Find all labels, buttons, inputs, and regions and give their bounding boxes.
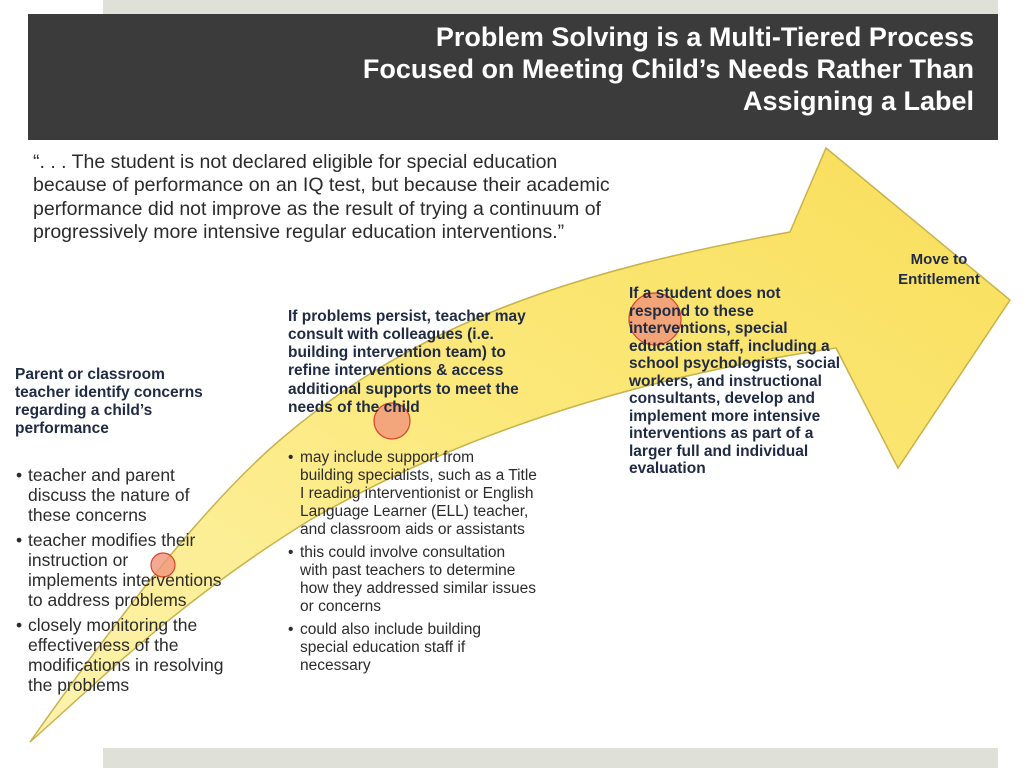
title-line: Focused on Meeting Child’s Needs Rather Than [362,53,974,84]
bullet-line: Language Learner (ELL) teacher, [300,502,529,520]
list-item [16,466,286,525]
bullet-line: modifications in resolving [28,654,224,675]
tier3-heading-line: interventions, special [629,320,788,337]
page-title [74,22,974,118]
tier2-heading-line: needs of the child [288,398,420,416]
tier3-heading-line: respond to these [629,302,754,320]
quote-line: progressively more intensive regular education interventions.” [33,221,565,244]
title-line: Problem Solving is a Multi-Tiered Process [435,22,974,52]
bullet-line: the problems [28,674,130,695]
bullet-line: implements interventions [28,569,222,590]
tier2-bullet-list [288,449,628,680]
tier2-heading-line: If problems persist, teacher may [288,308,526,325]
tier2-heading-line: refine interventions & access [288,362,504,380]
bullet-line: or concerns [300,597,381,615]
bullet-line: and classroom aids or assistants [300,520,525,538]
bullet-line: • closely monitoring the [28,615,198,636]
tier2-heading-line: additional supports to meet the [288,380,519,398]
bullet-line: • may include support from [300,449,475,466]
entitlement-line: Entitlement [898,270,980,288]
tier1-bullet-list [16,466,286,701]
list-item [16,616,286,695]
bullet-line: to address problems [28,589,187,610]
bullet-line: • teacher modifies their [28,530,196,551]
list-item [16,531,286,610]
list-item [288,449,628,539]
tier3-heading-line: larger full and individual [629,442,809,460]
tier1-heading-line: regarding a child’s [15,402,153,420]
bullet-line: • could also include building [300,620,481,638]
tier3-heading-line: education staff, including a [629,337,830,355]
eligibility-quote [33,151,853,245]
bullet-line: I reading interventionist or English [300,484,534,502]
tier2-heading [288,308,618,417]
bullet-line: • teacher and parent [28,465,175,485]
tier2-heading-line: building intervention team) to [288,344,506,362]
tier3-heading-line: workers, and instructional [629,372,822,390]
bullet-line: necessary [300,656,371,674]
tier3-heading-line: consultants, develop and [629,390,816,407]
bullet-line: how they addressed similar issues [300,579,537,597]
title-bar [28,14,998,140]
tier1-heading [15,366,290,439]
bullet-line: • this could involve consultation [300,543,506,561]
tier1-heading-line: Parent or classroom [15,366,165,383]
quote-line: “. . . The student is not declared eligible for special education [33,151,558,173]
bullet-line: discuss the nature of [28,484,190,505]
entitlement-label [880,250,998,289]
tier3-heading-line: school psychologists, social [629,355,841,372]
tier3-heading-line: evaluation [629,460,706,477]
tier3-heading-line: interventions as part of a [629,425,814,442]
tier3-heading-line: If a student does not [629,285,781,302]
bullet-line: instruction or [28,550,129,571]
tier1-heading-line: teacher identify concerns [15,384,203,402]
entitlement-line: Move to [910,251,968,268]
tier3-heading-line: implement more intensive [629,407,821,425]
bullet-line: building specialists, such as a Title [300,466,537,484]
bullet-line: with past teachers to determine [300,561,516,579]
tier3-heading [629,285,904,478]
list-item [288,544,628,616]
bullet-line: effectiveness of the [28,635,179,656]
title-line: Assigning a Label [742,85,974,116]
bullet-line: special education staff if [300,638,466,656]
tier2-heading-line: consult with colleagues (i.e. [288,326,494,344]
quote-line: because of performance on an IQ test, but because their academic [33,174,610,197]
bullet-line: these concerns [28,504,147,525]
list-item [288,621,628,675]
quote-line: performance did not improve as the result of trying a continuum of [33,197,601,220]
tier1-heading-line: performance [15,420,109,438]
